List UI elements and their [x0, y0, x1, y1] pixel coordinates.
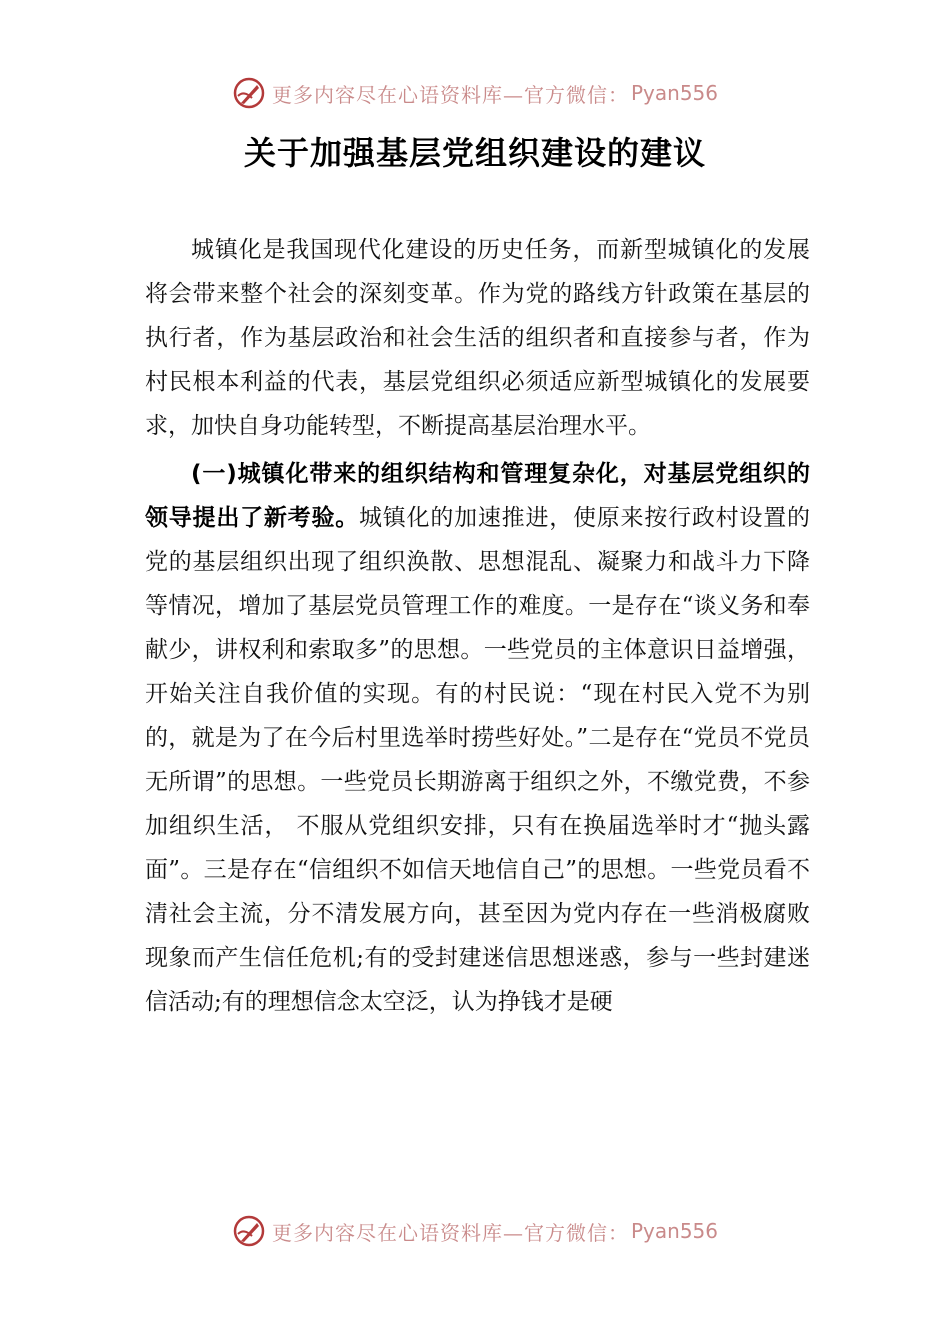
document-body: [145, 228, 810, 1024]
header-banner: [0, 76, 950, 110]
footer-banner: [0, 1214, 950, 1248]
paragraph-section-1: [145, 452, 810, 1024]
section-heading: (一)城镇化带来的组织结构和管理复杂化，对基层党组织的领导提出了新考验。: [145, 461, 810, 531]
paragraph-text: 城镇化的加速推进，使原来按行政村设置的党的基层组织出现了组织涣散、思想混乱、凝聚力和战斗力下降等情况，增加了基层党员管理工作的难度。一是存在“谈义务和奉献少，讲权利和索取多”的思想。一些党员的主体意识日益增强，开始关注自我价值的实现。有的村民说：“现在村民入党不为别的，就是为了在今后村里选举时捞些好处。”二是存在“党员不党员无所谓”的思想。一些党员长期游离于组织之外，不缴党费，不参加组织生活， 不服从党组织安排，只有在换届选举时才“抛头露面”。三是存在“信组织不如信天地信自己”的思想。一些党员看不清社会主流，分不清发展方向，甚至因为党内存在一些消极腐败现象而产生信任危机;有的受封建迷信思想迷惑，参与一些封建迷信活动;有的理想信念太空泛，认为挣钱才是硬: [145, 505, 811, 1015]
banner-text: 更多内容尽在心语资料库—官方微信：: [271, 1220, 629, 1245]
quill-seal-icon: [232, 76, 266, 110]
quill-seal-icon: [232, 1214, 266, 1248]
document-title: 关于加强基层党组织建设的建议: [243, 134, 706, 172]
wechat-id: Pyan556: [630, 1219, 718, 1243]
banner-text: 更多内容尽在心语资料库—官方微信：: [271, 82, 629, 107]
paragraph-text: 城镇化是我国现代化建设的历史任务，而新型城镇化的发展将会带来整个社会的深刻变革。作为党的路线方针政策在基层的执行者，作为基层政治和社会生活的组织者和直接参与者，作为村民根本利益的代表，基层党组织必须适应新型城镇化的发展要求，加快自身功能转型，不断提高基层治理水平。: [145, 237, 810, 439]
paragraph-intro: [145, 228, 810, 448]
wechat-id: Pyan556: [630, 81, 718, 105]
